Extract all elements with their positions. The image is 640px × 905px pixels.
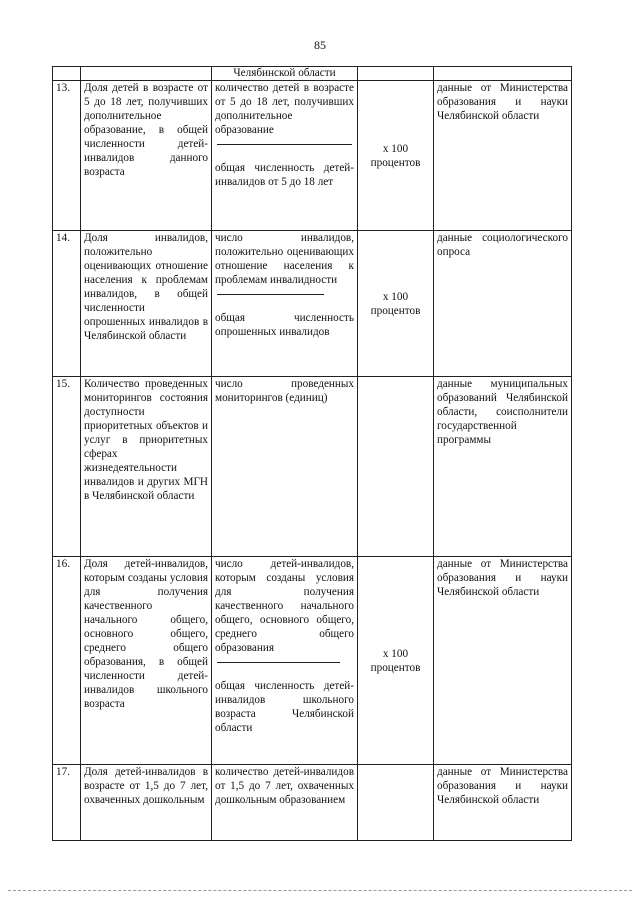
indicator-cell: Количество проведенных мониторингов состояния доступности приоритетных объектов и услуг в приоритетных сферах жизнедеятельности инвалидов и других МГН в Челябинской области xyxy=(81,377,212,557)
fraction-line xyxy=(217,655,340,663)
numerator-text: число детей-инвалидов, которым созданы условия для получения качественного начального общего, основного общего, среднего общего образования xyxy=(215,558,354,654)
row-number: 14. xyxy=(53,231,81,377)
numerator-text: число проведенных мониторингов (единиц) xyxy=(215,378,354,404)
numerator-continuation: Челябинской области xyxy=(212,67,358,81)
source-cell: данные муниципальных образований Челябинской области, соисполнители государственной программы xyxy=(434,377,572,557)
multiplier-cell: x 100 процентов xyxy=(358,557,434,765)
formula-cell xyxy=(212,81,358,231)
row-number: 15. xyxy=(53,377,81,557)
formula-cell xyxy=(212,231,358,377)
page-edge-divider xyxy=(8,890,632,891)
table-row xyxy=(53,557,572,765)
indicator-cell: Доля детей-инвалидов в возрасте от 1,5 до 7 лет, охваченных дошкольным xyxy=(81,765,212,841)
source-cell: данные от Министерства образования и науки Челябинской области xyxy=(434,765,572,841)
formula-cell xyxy=(212,765,358,841)
denominator-text: общая численность детей-инвалидов школьного возраста Челябинской области xyxy=(215,680,354,734)
row-number: 16. xyxy=(53,557,81,765)
numerator-text: количество детей-инвалидов от 1,5 до 7 лет, охваченных дошкольным образованием xyxy=(215,766,354,806)
indicators-table xyxy=(52,66,572,841)
formula-cell xyxy=(212,557,358,765)
fraction-line xyxy=(217,287,324,295)
table-row-continuation xyxy=(53,67,572,81)
indicator-cell: Доля детей в возрасте от 5 до 18 лет, получивших дополнительное образование, в общей численности детей-инвалидов данного возраста xyxy=(81,81,212,231)
table-row xyxy=(53,231,572,377)
multiplier-cell xyxy=(358,377,434,557)
fraction-line xyxy=(217,137,352,145)
formula-cell xyxy=(212,377,358,557)
table-row xyxy=(53,377,572,557)
indicator-cell: Доля инвалидов, положительно оценивающих отношение населения к проблемам инвалидов, в общей численности опрошенных инвалидов в Челябинской области xyxy=(81,231,212,377)
source-cell: данные социологического опроса xyxy=(434,231,572,377)
numerator-text: число инвалидов, положительно оценивающих отношение населения к проблемам инвалидности xyxy=(215,232,354,286)
numerator-text: количество детей в возрасте от 5 до 18 лет, получивших дополнительное образование xyxy=(215,82,354,136)
multiplier-cell: x 100 процентов xyxy=(358,231,434,377)
source-cell: данные от Министерства образования и науки Челябинской области xyxy=(434,557,572,765)
denominator-text: общая численность детей-инвалидов от 5 до 18 лет xyxy=(215,162,354,188)
row-number: 17. xyxy=(53,765,81,841)
page-number: 85 xyxy=(314,38,326,52)
table-row xyxy=(53,765,572,841)
source-cell: данные от Министерства образования и науки Челябинской области xyxy=(434,81,572,231)
multiplier-cell: x 100 процентов xyxy=(358,81,434,231)
table-row xyxy=(53,81,572,231)
indicator-cell: Доля детей-инвалидов, которым созданы условия для получения качественного начального общего, основного общего, среднего общего образования, в общей численности детей-инвалидов школьного возраста xyxy=(81,557,212,765)
denominator-text: общая численность опрошенных инвалидов xyxy=(215,312,354,338)
multiplier-cell xyxy=(358,765,434,841)
row-number: 13. xyxy=(53,81,81,231)
